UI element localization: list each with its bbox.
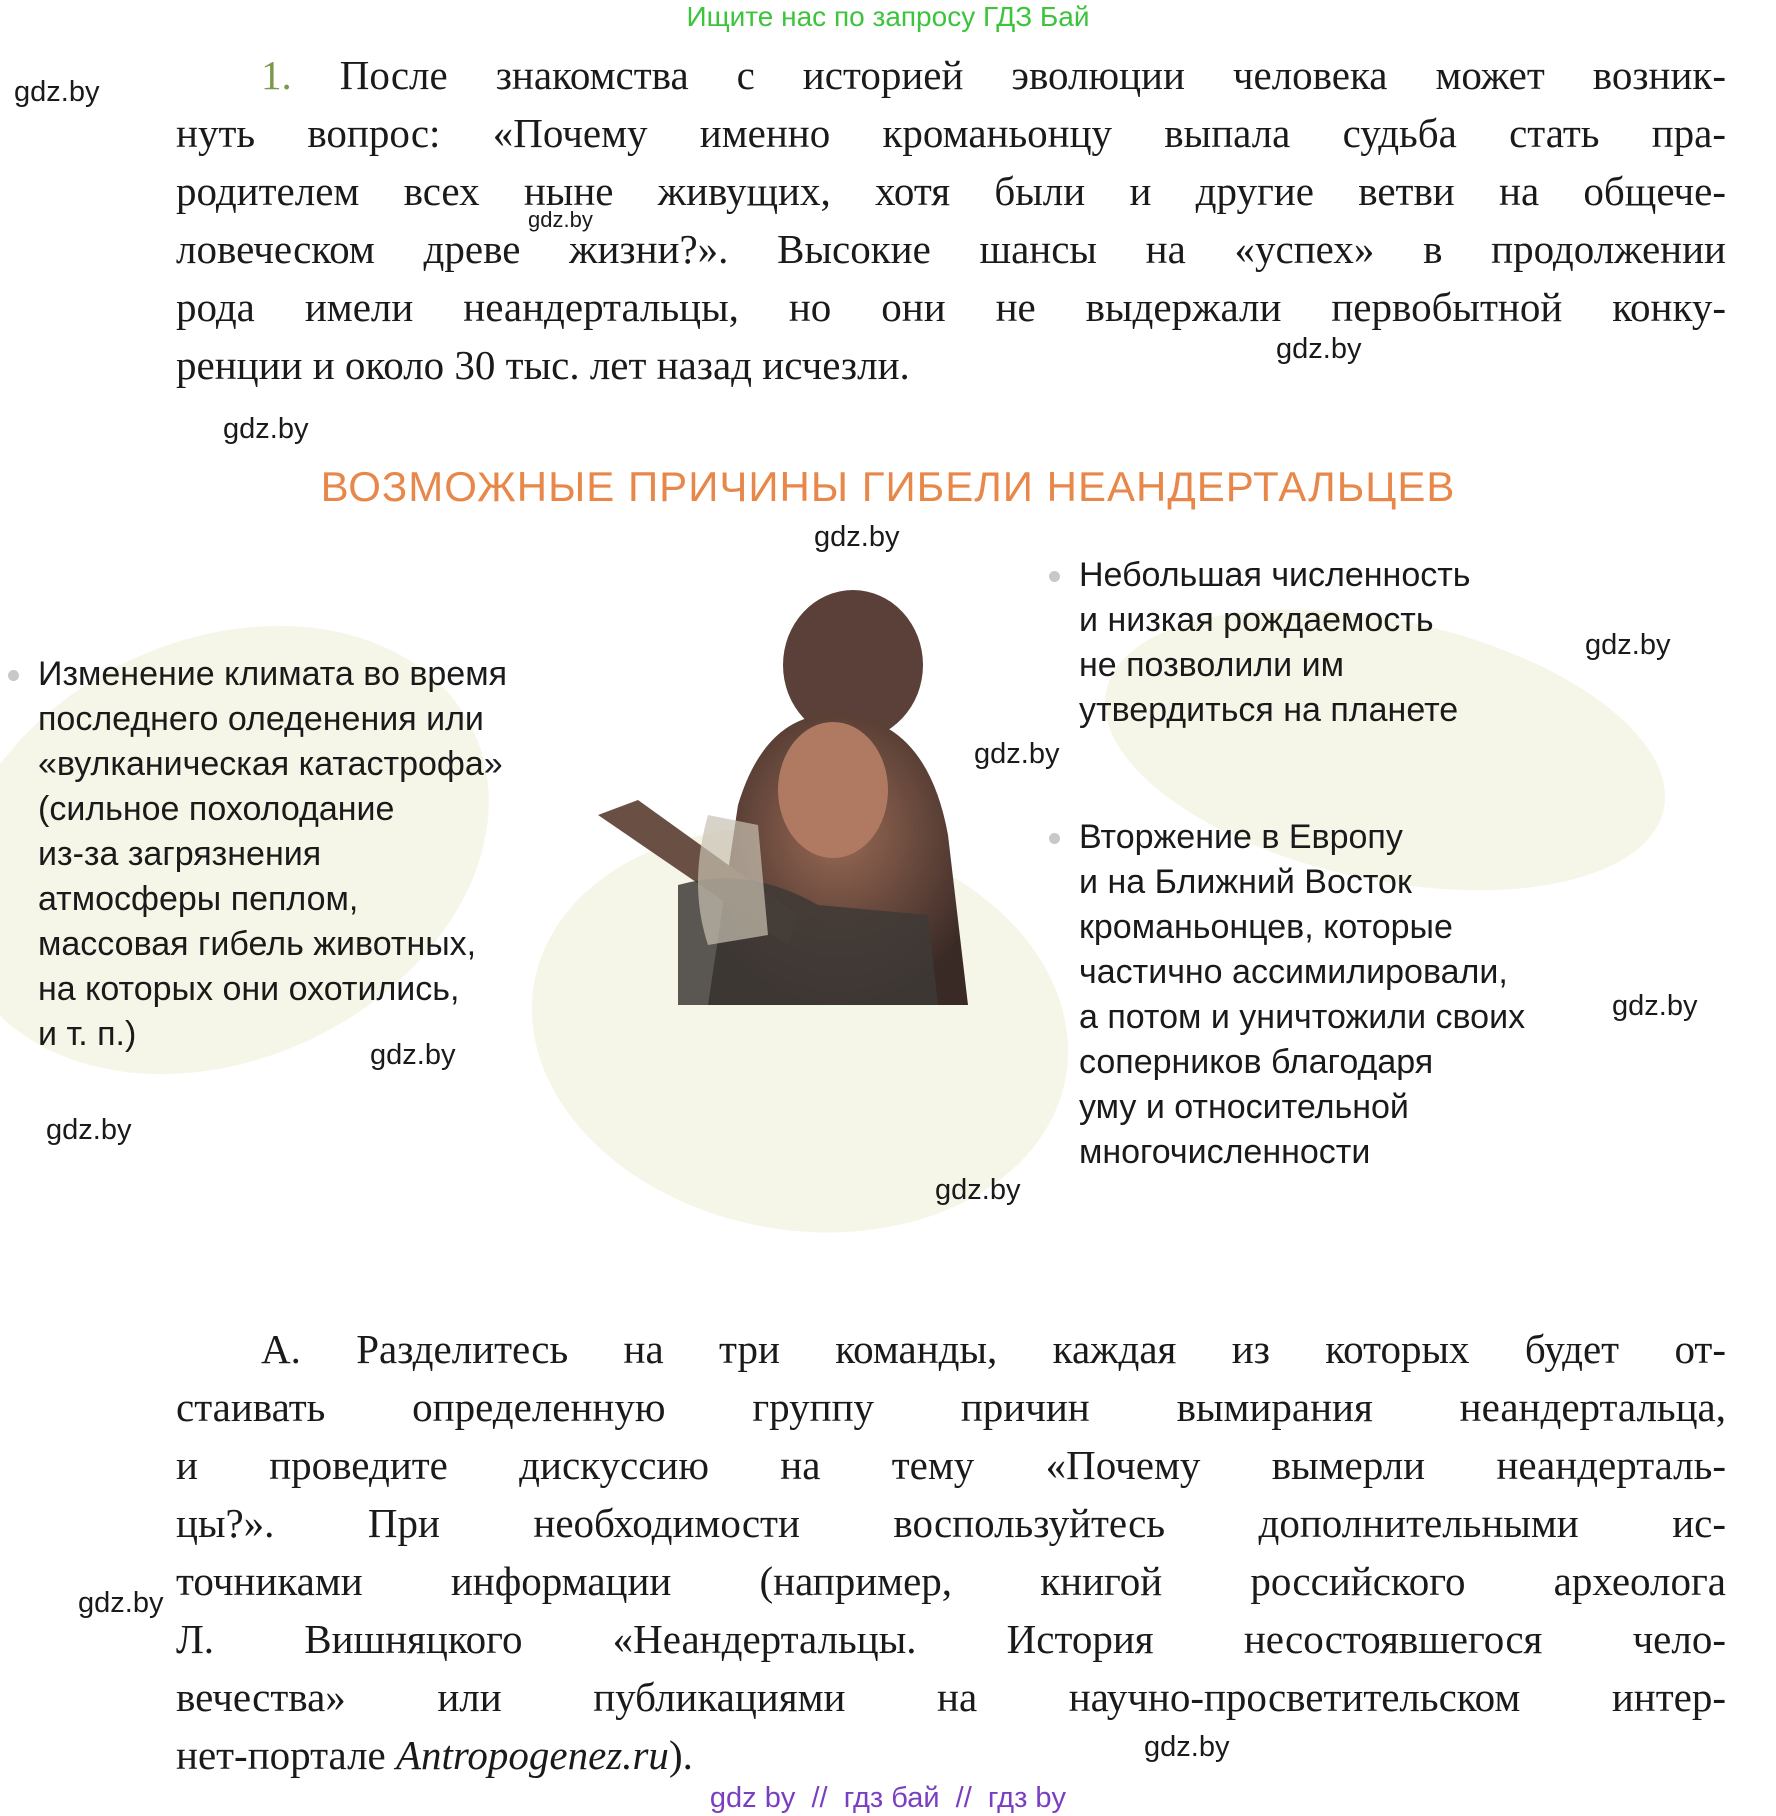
- paragraph-line: ренции и около 30 тыс. лет назад исчезли.: [176, 342, 910, 388]
- task-line: вечества» или публикациями на научно-просветительском интер-: [176, 1674, 1726, 1720]
- reason-line: массовая гибель животных,: [38, 925, 477, 963]
- reason-line: соперников благодаря: [1079, 1043, 1434, 1081]
- paragraph-line: ловеческом древе жизни?». Высокие шансы на «успех» в продолжении: [176, 226, 1726, 272]
- task-line: Л. Вишняцкого «Неандертальцы. История несостоявшегося чело-: [176, 1616, 1726, 1662]
- reason-line: Небольшая численность: [1079, 556, 1471, 594]
- watermark: gdz.by: [14, 76, 100, 108]
- reason-line: уму и относительной: [1079, 1088, 1409, 1126]
- reason-line: атмосферы пеплом,: [38, 880, 359, 918]
- item-number: 1.: [261, 52, 292, 98]
- paragraph-line: рода имели неандертальцы, но они не выдержали первобытной конку-: [176, 284, 1726, 330]
- reason-line: Вторжение в Европу: [1079, 818, 1403, 856]
- reason-line: многочисленности: [1079, 1133, 1371, 1171]
- reason-line: и низкая рождаемость: [1079, 601, 1434, 639]
- task-line: стаивать определенную группу причин вымирания неандертальца,: [176, 1384, 1726, 1430]
- reason-climate: [38, 652, 507, 1057]
- watermark: gdz.by: [1276, 333, 1362, 365]
- neanderthal-illustration: [598, 585, 1018, 1015]
- reason-line: на которых они охотились,: [38, 970, 460, 1008]
- paragraph-line: 1. После знакомства с историей эволюции человека может возник-: [261, 52, 1727, 98]
- watermark: gdz.by: [528, 207, 593, 232]
- task-line: цы?». При необходимости воспользуйтесь дополнительными ис-: [176, 1500, 1726, 1546]
- reason-cromagnon-invasion: [1079, 815, 1525, 1175]
- watermark: gdz.by: [1612, 990, 1698, 1022]
- portal-link-text: Antropogenez.ru: [396, 1732, 669, 1778]
- search-hint: Ищите нас по запросу ГДЗ Бай: [686, 1, 1090, 32]
- section-title: ВОЗМОЖНЫЕ ПРИЧИНЫ ГИБЕЛИ НЕАНДЕРТАЛЬЦЕВ: [320, 463, 1456, 510]
- reason-line: и на Ближний Восток: [1079, 863, 1412, 901]
- reason-low-population: [1079, 553, 1471, 733]
- reason-line: частично ассимилировали,: [1079, 953, 1508, 991]
- reason-line: последнего оледенения или: [38, 700, 484, 738]
- task-line: А. Разделитесь на три команды, каждая из которых будет от-: [261, 1326, 1726, 1372]
- task-line: нет-портале Antropogenez.ru).: [176, 1732, 693, 1778]
- reason-line: утвердиться на планете: [1079, 691, 1459, 729]
- watermark: gdz.by: [1144, 1731, 1230, 1763]
- watermark: gdz.by: [78, 1587, 164, 1619]
- task-line: точниками информации (например, книгой российского археолога: [176, 1558, 1726, 1604]
- task-line: и проведите дискуссию на тему «Почему вымерли неандерталь-: [176, 1442, 1726, 1488]
- paragraph-line: родителем всех ныне живущих, хотя были и другие ветви на общече-: [176, 168, 1726, 214]
- watermark: gdz.by: [223, 413, 309, 445]
- watermark: gdz.by: [1585, 629, 1671, 661]
- reason-line: Изменение климата во время: [38, 655, 507, 693]
- reason-line: (сильное похолодание: [38, 790, 395, 828]
- paragraph-line: нуть вопрос: «Почему именно кроманьонцу выпала судьба стать пра-: [176, 110, 1726, 156]
- reason-line: и т. п.): [38, 1015, 137, 1053]
- watermark: gdz.by: [814, 521, 900, 553]
- watermark: gdz.by: [46, 1114, 132, 1146]
- watermark: gdz.by: [935, 1174, 1021, 1206]
- bullet-icon: [1049, 833, 1060, 844]
- bullet-icon: [1049, 571, 1060, 582]
- footer-links: gdz by // гдз бай // гдз by: [709, 1782, 1067, 1814]
- reason-line: не позволили им: [1079, 646, 1344, 684]
- reason-line: кроманьонцев, которые: [1079, 908, 1453, 946]
- watermark: gdz.by: [370, 1039, 456, 1071]
- bullet-icon: [8, 670, 19, 681]
- reason-line: а потом и уничтожили своих: [1079, 998, 1526, 1036]
- reason-line: «вулканическая катастрофа»: [38, 745, 503, 783]
- reason-line: из-за загрязнения: [38, 835, 322, 873]
- task-a: [176, 1320, 1726, 1784]
- watermark: gdz.by: [974, 738, 1060, 770]
- paragraph-1: [176, 46, 1726, 394]
